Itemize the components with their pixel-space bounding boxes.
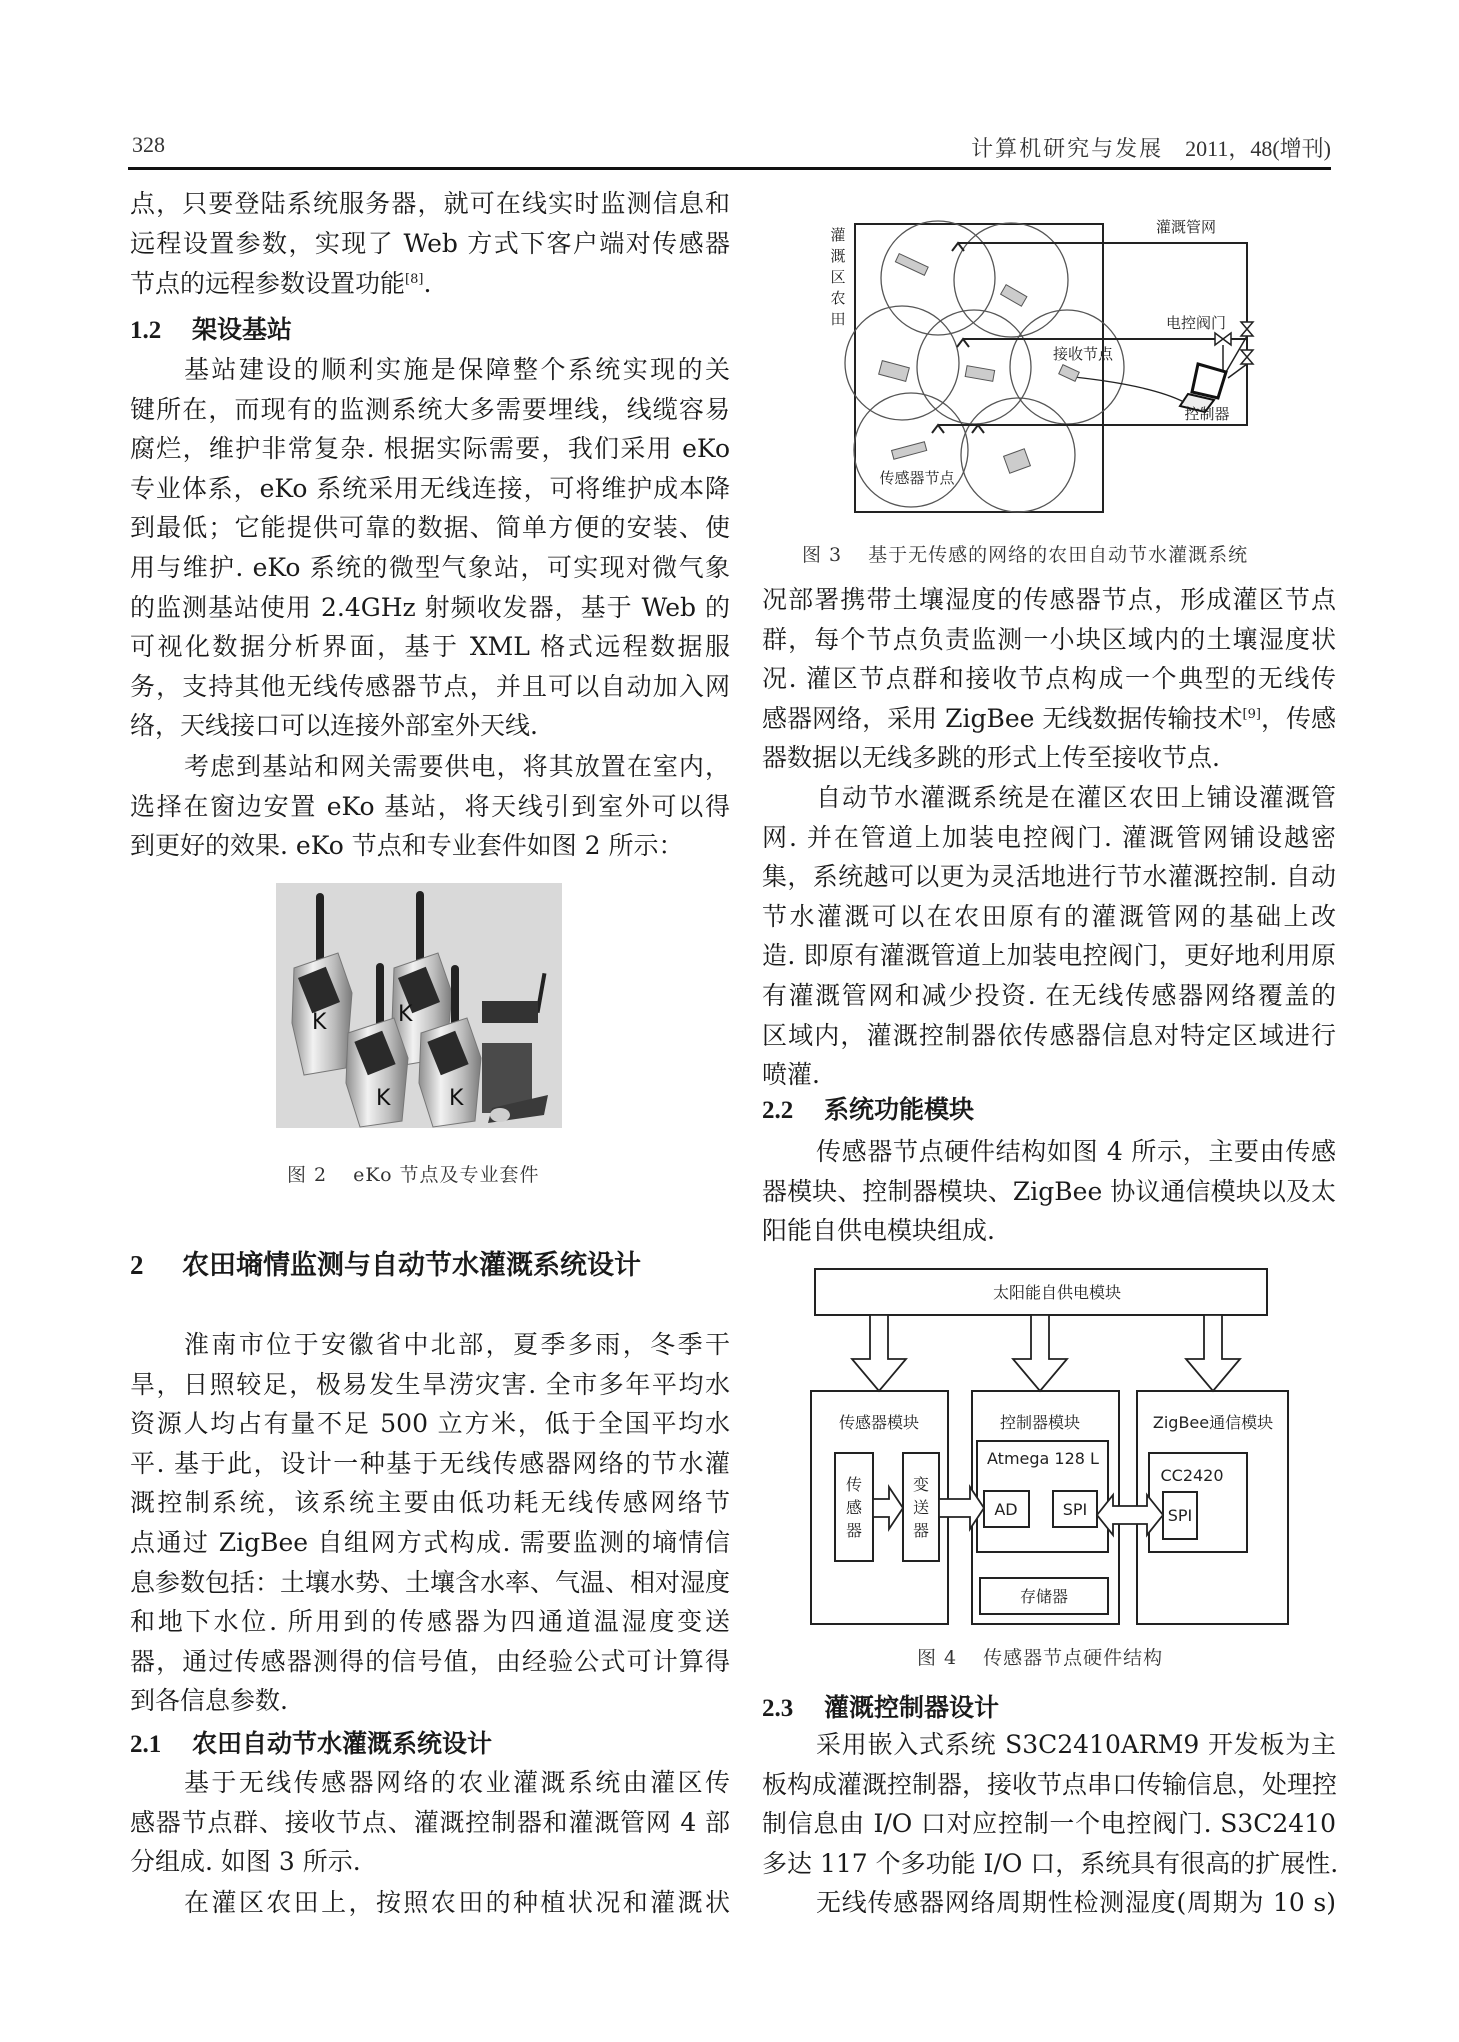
sensor-label-char: 传 — [845, 1475, 863, 1494]
paragraph-line: 板构成灌溉控制器，接收节点串口传输信息，处理控 — [762, 1769, 1338, 1799]
transmitter-label-char: 变 — [912, 1475, 930, 1494]
rf-chip-label: CC2420 — [1160, 1466, 1224, 1485]
controller-module-label: 控制器模块 — [999, 1413, 1081, 1432]
section-number: 2.1 — [130, 1731, 162, 1758]
arrow-up-icon — [932, 425, 944, 433]
paragraph-line: 选择在窗边安置 eKo 基站，将天线引到室外可以得 — [130, 791, 730, 821]
sensor-node-icon — [892, 442, 927, 459]
transmitter-label-char: 送 — [912, 1498, 930, 1517]
double-arrow-icon — [1097, 1495, 1163, 1535]
storage-label: 存储器 — [1019, 1587, 1069, 1606]
journal-volume: 2011，48(增刊) — [1185, 136, 1331, 161]
paragraph-line: 远程设置参数，实现了 Web 方式下客户端对传感器 — [130, 229, 730, 258]
receiver-label: 接收节点 — [1052, 345, 1114, 363]
coverage-circle — [845, 306, 959, 420]
coverage-circle — [881, 221, 995, 335]
paragraph-line: 造. 即原有灌溉管道上加装电控阀门，更好地利用原 — [762, 941, 1336, 971]
field-label-char: 灌 — [830, 226, 846, 244]
paragraph-line: 资源人均占有量不足 500 立方米，低于全国平均水 — [130, 1409, 730, 1439]
line-text: ，传感 — [1260, 703, 1336, 733]
eko-node-icon — [292, 893, 352, 1075]
paragraph-line: 分组成. 如图 3 所示. — [130, 1847, 361, 1877]
arrow-down-icon — [1013, 1315, 1067, 1391]
figure-4-diagram — [800, 1260, 1300, 1640]
paragraph-line: 溉控制系统，该系统主要由低功耗无线传感网络节 — [130, 1488, 730, 1518]
figure-label: 图 3 — [802, 544, 843, 566]
paragraph-line: 区域内，灌溉控制器依传感器信息对特定区域进行 — [762, 1020, 1336, 1050]
paragraph-line — [762, 699, 1336, 739]
paragraph-line: 器模块、控制器模块、ZigBee 协议通信模块以及太 — [762, 1176, 1336, 1206]
paragraph-line: 淮南市位于安徽省中北部，夏季多雨，冬季干 — [184, 1330, 730, 1359]
field-label-char: 区 — [830, 268, 846, 286]
arrow-right-icon — [873, 1487, 903, 1529]
paragraph-line: 况部署携带土壤湿度的传感器节点，形成灌区节点 — [762, 585, 1336, 614]
section-number: 1.2 — [130, 317, 162, 344]
section-number: 2.3 — [762, 1695, 794, 1722]
eko-node-icon — [312, 1010, 327, 1035]
paragraph-line: 在灌区农田上，按照农田的种植状况和灌溉状 — [184, 1888, 730, 1917]
line-text: 节点的远程参数设置功能 — [130, 269, 406, 298]
sensor-nodes — [879, 254, 1080, 474]
power-module-label: 太阳能自供电模块 — [992, 1283, 1122, 1302]
paragraph-line: 节水灌溉可以在农田原有的灌溉管网的基础上改 — [762, 901, 1336, 931]
svg-text:K: K — [376, 1086, 391, 1111]
paragraph-line: 务，支持其他无线传感器节点，并且可以自动加入网 — [130, 671, 730, 701]
arrow-up-icon — [972, 425, 984, 433]
figure-label: 图 4 — [917, 1647, 958, 1669]
figure-label: 图 2 — [287, 1164, 328, 1186]
section-heading-2-3 — [762, 1688, 999, 1728]
paragraph-line: 集，系统越可以更为灵活地进行节水灌溉控制. 自动 — [762, 862, 1336, 892]
citation[interactable]: [8] — [405, 272, 424, 287]
section-heading-2-1 — [130, 1724, 492, 1764]
paragraph-line: 平. 基于此，设计一种基于无线传感器网络的节水灌 — [130, 1448, 730, 1478]
sensor-node-label: 传感器节点 — [879, 469, 955, 487]
paragraph-line: 络，天线接口可以连接外部室外天线. — [130, 711, 538, 741]
field-label-char: 农 — [830, 289, 846, 307]
paragraph-line: 可视化数据分析界面，基于 XML 格式远程数据服 — [130, 632, 730, 662]
paragraph-line: 制信息由 I/O 口对应控制一个电控阀门. S3C2410 — [762, 1809, 1336, 1839]
figure-3-caption — [802, 540, 1248, 567]
line-text: 感器网络，采用 ZigBee 无线数据传输技术 — [762, 703, 1243, 733]
serial-link — [1074, 377, 1184, 402]
mcu-label: Atmega 128 L — [987, 1449, 1099, 1468]
paragraph-line: 基于无线传感器网络的农业灌溉系统由灌区传 — [184, 1768, 730, 1797]
paragraph-line: 旱，日照较足，极易发生旱涝灾害. 全市多年平均水 — [130, 1369, 730, 1399]
eko-kit-image — [276, 883, 562, 1128]
field-label-char: 溉 — [830, 247, 846, 265]
paragraph-line: 点，只要登陆系统服务器，就可在线实时监测信息和 — [130, 189, 730, 218]
paragraph-line: 阳能自供电模块组成. — [762, 1216, 995, 1246]
paragraph-line: 的监测基站使用 2.4GHz 射频收发器，基于 Web 的 — [130, 592, 730, 622]
paragraph-line: 到最低；它能提供可靠的数据、简单方便的安装、使 — [130, 513, 730, 543]
paragraph-line: 用与维护. eKo 系统的微型气象站，可实现对微气象 — [130, 553, 730, 582]
section-number: 2 — [130, 1250, 144, 1280]
paragraph-line: 况. 灌区节点群和接收节点构成一个典型的无线传 — [762, 664, 1336, 694]
section-title: 农田墒情监测与自动节水灌溉系统设计 — [182, 1250, 641, 1281]
figure-2-photo — [276, 883, 562, 1128]
svg-text:K: K — [312, 1010, 327, 1035]
controller-label: 控制器 — [1184, 405, 1230, 423]
arrow-up-icon — [957, 339, 969, 347]
pipe-network-label: 灌溉管网 — [1155, 218, 1217, 236]
transmitter-label-char: 器 — [912, 1521, 930, 1540]
sensor-node-icon — [1004, 449, 1031, 473]
paragraph-line: 采用嵌入式系统 S3C2410ARM9 开发板为主 — [816, 1730, 1336, 1759]
coverage-circle — [954, 223, 1068, 337]
paragraph-line: 自动节水灌溉系统是在灌区农田上铺设灌溉管 — [816, 783, 1336, 812]
paragraph-line: 器，通过传感器测得的信号值，由经验公式可计算得 — [130, 1646, 730, 1676]
arrow-up-icon — [952, 243, 964, 251]
paragraph-line: 和地下水位. 所用到的传感器为四通道温湿度变送 — [130, 1607, 730, 1637]
paragraph-line: 键所在，而现有的监测系统大多需要埋线，线缆容易 — [130, 394, 730, 424]
paragraph-line: 考虑到基站和网关需要供电，将其放置在室内， — [184, 752, 730, 781]
figure-title: 基于无传感的网络的农田自动节水灌溉系统 — [868, 544, 1249, 566]
line-text: . — [423, 269, 432, 298]
section-number: 2.2 — [762, 1097, 794, 1124]
eko-node-icon — [398, 1002, 413, 1027]
section-heading-2-2 — [762, 1090, 974, 1130]
paragraph-line: 喷灌. — [762, 1060, 820, 1090]
ad-label: AD — [994, 1500, 1018, 1519]
figure-title: eKo 节点及专业套件 — [353, 1164, 540, 1186]
section-title: 系统功能模块 — [824, 1095, 975, 1124]
receiver-node-icon — [1059, 365, 1080, 382]
figure-title: 传感器节点硬件结构 — [983, 1647, 1164, 1669]
paragraph-line: 到更好的效果. eKo 节点和专业套件如图 2 所示： — [130, 831, 684, 861]
paragraph-line: 器数据以无线多跳的形式上传至接收节点. — [762, 743, 1220, 773]
spi-label: SPI — [1062, 1500, 1088, 1519]
valve-label: 电控阀门 — [1165, 314, 1227, 332]
sensor-node-icon — [879, 361, 910, 382]
svg-text:K: K — [398, 1002, 413, 1027]
sensor-node-icon — [895, 254, 928, 276]
sensor-module-label: 传感器模块 — [838, 1413, 920, 1432]
paragraph-line: 基站建设的顺利实施是保障整个系统实现的关 — [184, 355, 730, 384]
base-station-icon — [482, 973, 548, 1123]
paragraph-line: 息参数包括：土壤水势、土壤含水率、气温、相对湿度 — [130, 1567, 731, 1597]
rf-spi-label: SPI — [1167, 1506, 1193, 1525]
arrow-down-icon — [1186, 1315, 1240, 1391]
sensor-node-icon — [965, 366, 994, 382]
paragraph-line: 多达 117 个多功能 I/O 口，系统具有很高的扩展性. — [762, 1848, 1339, 1878]
sensor-node-icon — [1001, 285, 1027, 307]
field-label-char: 田 — [830, 310, 846, 328]
paragraph-line: 无线传感器网络周期性检测湿度(周期为 10 s) — [816, 1888, 1336, 1917]
section-heading-2 — [130, 1245, 641, 1285]
paragraph-line: 点通过 ZigBee 自组网方式构成. 需要监测的墒情信 — [130, 1528, 730, 1557]
paragraph-line: 专业体系，eKo 系统采用无线连接，可将维护成本降 — [130, 473, 730, 503]
paragraph-line — [130, 264, 730, 304]
citation[interactable]: [9] — [1242, 706, 1261, 722]
section-title: 农田自动节水灌溉系统设计 — [192, 1729, 493, 1758]
paragraph-line: 感器节点群、接收节点、灌溉控制器和灌溉管网 4 部 — [130, 1807, 730, 1837]
paragraph-line: 传感器节点硬件结构如图 4 所示，主要由传感 — [816, 1137, 1336, 1166]
figure-4-caption — [917, 1643, 1163, 1670]
section-title: 架设基站 — [192, 315, 293, 344]
figure-2-caption — [287, 1160, 540, 1187]
zigbee-module-label: ZigBee通信模块 — [1152, 1413, 1274, 1432]
figure-3-diagram — [820, 200, 1290, 540]
sensor-label-char: 器 — [845, 1521, 863, 1540]
sensor-label-char: 感 — [845, 1498, 863, 1517]
section-heading-1-2 — [130, 310, 292, 350]
paragraph-line: 腐烂，维护非常复杂. 根据实际需要，我们采用 eKo — [130, 434, 730, 464]
paragraph-line: 群，每个节点负责监测一小块区域内的土壤湿度状 — [762, 624, 1336, 654]
paragraph-line: 网. 并在管道上加装电控阀门. 灌溉管网铺设越密 — [762, 822, 1336, 852]
journal-name: 计算机研究与发展 — [971, 137, 1164, 162]
svg-text:K: K — [449, 1086, 464, 1111]
arrow-down-icon — [852, 1315, 906, 1391]
section-title: 灌溉控制器设计 — [824, 1693, 1000, 1722]
page-number: 328 — [132, 132, 165, 157]
paragraph-line: 有灌溉管网和减少投资. 在无线传感器网络覆盖的 — [762, 981, 1336, 1010]
paragraph-line: 到各信息参数. — [130, 1686, 288, 1716]
